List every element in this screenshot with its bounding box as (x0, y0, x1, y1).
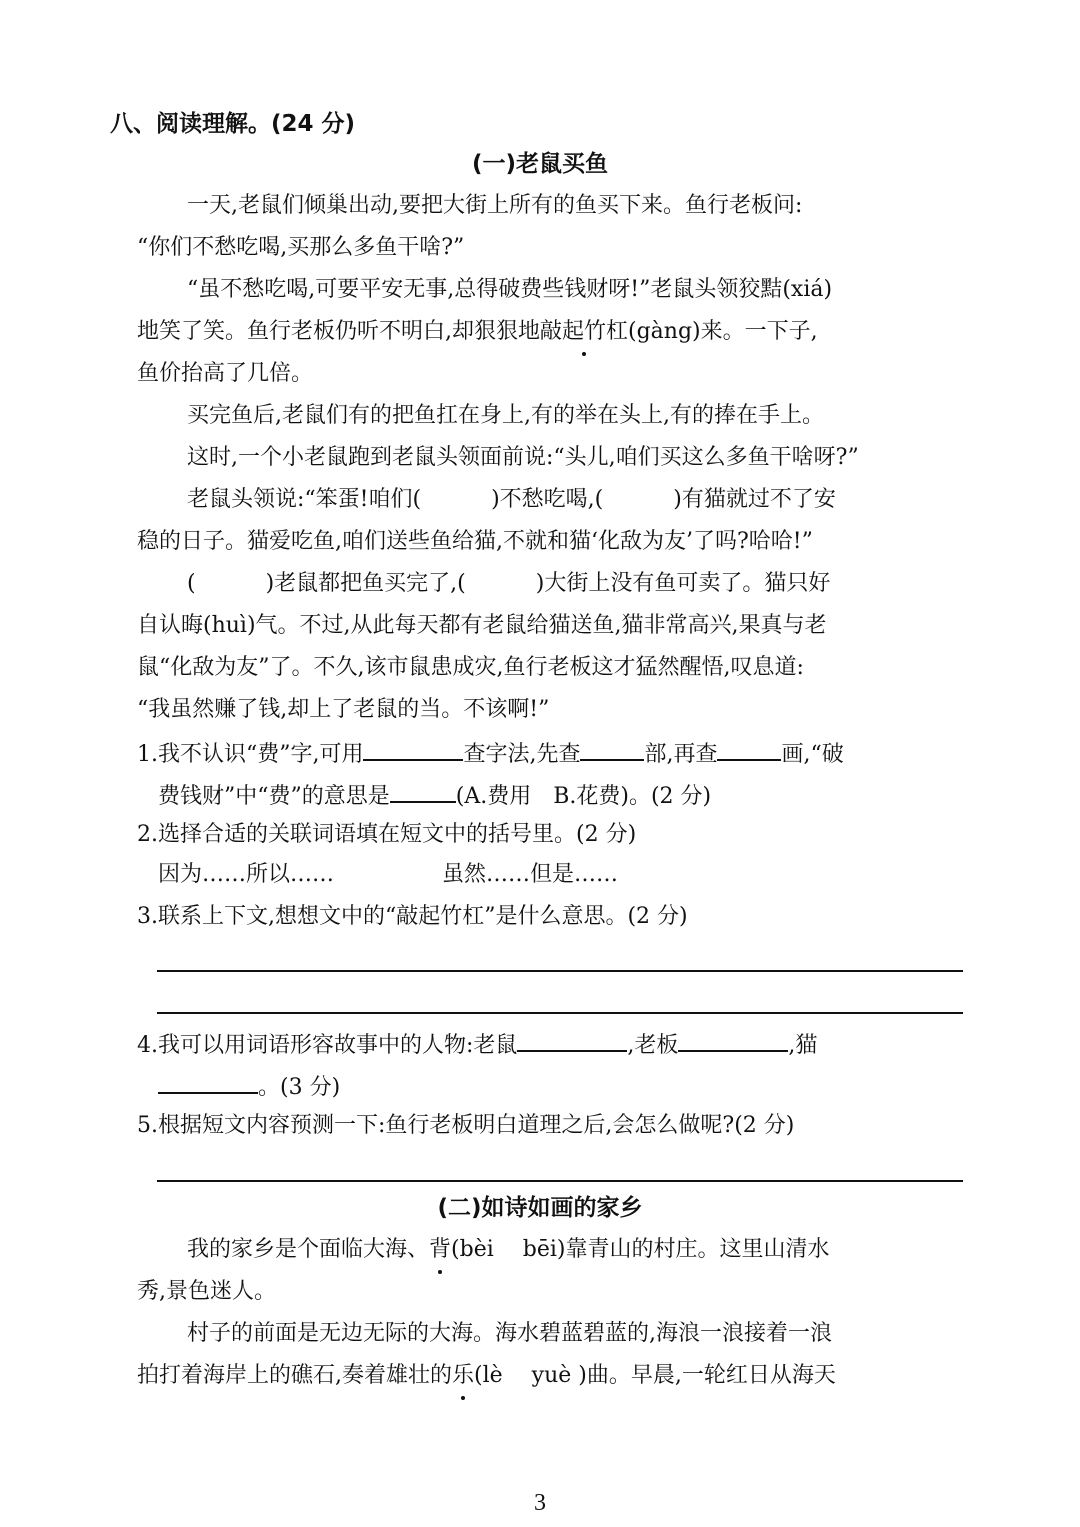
answer-blank[interactable] (390, 775, 456, 803)
question-1-cont: 费钱财”中“费”的意思是 (A.费用 B.花费)。(2 分) (158, 775, 1080, 811)
answer-blank[interactable] (678, 1024, 788, 1052)
question-3: 3.联系上下文,想想文中的“敲起竹杠”是什么意思。(2 分) (137, 904, 688, 929)
question-2-option-1: 因为……所以…… (158, 862, 335, 887)
page-number: 3 (534, 1490, 546, 1516)
passage-1-line: 地笑了笑。鱼行老板仍听不明白,却狠狠地敲起竹杠(gàng)来。一下子, (137, 314, 1080, 350)
answer-line[interactable] (157, 970, 963, 972)
question-2: 2.选择合适的关联词语填在短文中的括号里。(2 分) (137, 822, 637, 847)
answer-line[interactable] (157, 1180, 963, 1182)
question-4-cont: 。(3 分) (158, 1066, 1080, 1102)
emphasis-dotted-word: 敲起竹杠 (540, 314, 628, 350)
passage-2-line: 我的家乡是个面临大海、背(bèi bēi)靠青山的村庄。这里山清水 (187, 1232, 1080, 1268)
question-2-option-2: 虽然……但是…… (442, 862, 619, 887)
section-title: 八、阅读理解。(24 分) (110, 111, 356, 137)
passage-1-line: 稳的日子。猫爱吃鱼,咱们送些鱼给猫,不就和猫‘化敌为友’了吗?哈哈!” (137, 529, 813, 554)
question-4: 4.我可以用词语形容故事中的人物:老鼠 ,老板 ,猫 (137, 1024, 1080, 1060)
passage-2-line: 秀,景色迷人。 (137, 1279, 276, 1304)
emphasis-dotted-char: 背 (429, 1232, 451, 1268)
passage-1-line: 这时,一个小老鼠跑到老鼠头领面前说:“头儿,咱们买这么多鱼干啥呀?” (187, 445, 859, 470)
answer-blank[interactable] (717, 733, 781, 761)
passage-2-line: 拍打着海岸上的礁石,奏着雄壮的乐(lè yuè )曲。早晨,一轮红日从海天 (137, 1358, 1080, 1394)
passage-1-line: 买完鱼后,老鼠们有的把鱼扛在身上,有的举在头上,有的捧在手上。 (187, 403, 824, 428)
answer-blank[interactable] (517, 1024, 627, 1052)
passage-1-title: (一)老鼠买鱼 (471, 151, 609, 177)
passage-1-line: 老鼠头领说:“笨蛋!咱们( )不愁吃喝,( )有猫就过不了安 (187, 487, 836, 512)
passage-1-line: “你们不愁吃喝,买那么多鱼干啥?” (137, 235, 465, 260)
passage-1-line: 自认晦(huì)气。不过,从此每天都有老鼠给猫送鱼,猫非常高兴,果真与老 (137, 613, 827, 638)
passage-1-line: ( )老鼠都把鱼买完了,( )大街上没有鱼可卖了。猫只好 (187, 571, 831, 596)
question-1: 1.我不认识“费”字,可用 查字法,先查 部,再查 画,“破 (137, 733, 1080, 769)
answer-blank[interactable] (158, 1066, 258, 1094)
passage-1-line: 鱼价抬高了几倍。 (137, 361, 314, 386)
answer-blank[interactable] (580, 733, 644, 761)
passage-2-line: 村子的前面是无边无际的大海。海水碧蓝碧蓝的,海浪一浪接着一浪 (187, 1321, 832, 1346)
passage-1-line: “我虽然赚了钱,却上了老鼠的当。不该啊!” (137, 697, 550, 722)
passage-1-line: 鼠“化敌为友”了。不久,该市鼠患成灾,鱼行老板这才猛然醒悟,叹息道: (137, 655, 804, 680)
emphasis-dotted-char: 乐 (452, 1358, 474, 1394)
passage-1-line: 一天,老鼠们倾巢出动,要把大街上所有的鱼买下来。鱼行老板问: (187, 193, 803, 218)
passage-1-line: “虽不愁吃喝,可要平安无事,总得破费些钱财呀!”老鼠头领狡黠(xiá) (187, 277, 833, 302)
answer-line[interactable] (157, 1012, 963, 1014)
question-5: 5.根据短文内容预测一下:鱼行老板明白道理之后,会怎么做呢?(2 分) (137, 1113, 795, 1138)
passage-2-title: (二)如诗如画的家乡 (437, 1195, 643, 1221)
answer-blank[interactable] (363, 733, 463, 761)
